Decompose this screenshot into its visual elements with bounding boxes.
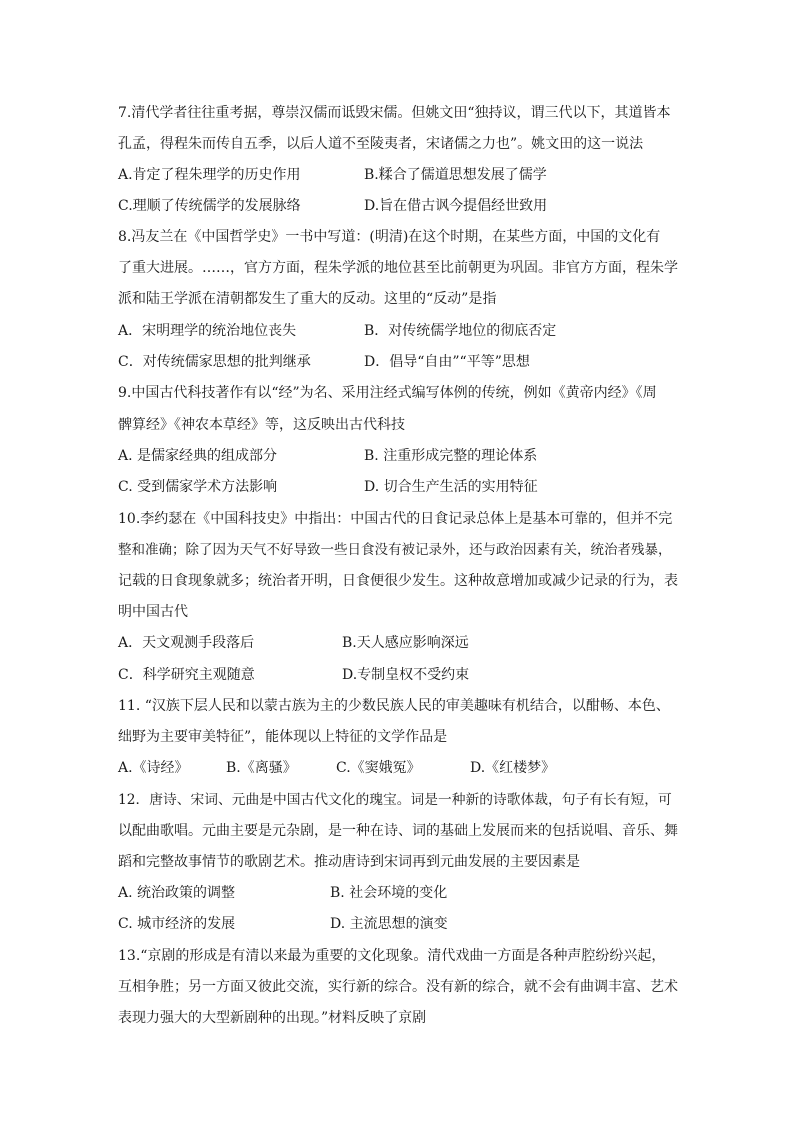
q9-option-b: B. 注重形成完整的理论体系	[364, 448, 538, 464]
q13-stem-line-3: 表现力强大的大型新剧种的出现。”材料反映了京剧	[118, 1010, 427, 1026]
q7-option-a: A.肯定了程朱理学的历史作用	[118, 167, 301, 183]
q11-stem-line-1: 11. “汉族下层人民和以蒙古族为主的少数民族人民的审美趣味有机结合，以酣畅、本色、	[118, 698, 670, 714]
q8-option-d: D．倡导“自由”“平等”思想	[364, 354, 530, 370]
q10-stem-line-2: 整和准确；除了因为天气不好导致一些日食没有被记录外，还与政治因素有关，统治者残暴，	[118, 542, 672, 558]
q10-option-d: D.专制皇权不受约束	[342, 667, 470, 683]
q12-option-a: A. 统治政策的调整	[118, 885, 236, 901]
q8-stem-line-1: 8.冯友兰在《中国哲学史》一书中写道：(明清)在这个时期，在某些方面，中国的文化有	[118, 229, 661, 245]
q11-stem-line-2: 绌野为主要审美特征”，能体现以上特征的文学作品是	[118, 729, 448, 745]
q10-option-b: B.天人感应影响深远	[342, 635, 469, 651]
q12-stem-line-2: 以配曲歌唱。元曲主要是元杂剧，是一种在诗、词的基础上发展而来的包括说唱、音乐、舞	[118, 823, 678, 839]
q8-option-b: B．对传统儒学地位的彻底否定	[364, 323, 557, 339]
q8-option-c: C．对传统儒家思想的批判继承	[118, 354, 311, 370]
q7-stem-line-1: 7.清代学者往往重考据，尊崇汉儒而诋毁宋儒。但姚文田“独持议，谓三代以下，其道皆本	[118, 105, 671, 121]
q9-stem-line-2: 髀算经》《神农本草经》等，这反映出古代科技	[118, 417, 405, 433]
q10-stem-line-3: 记载的日食现象就多；统治者开明，日食便很少发生。这种故意增加或减少记录的行为，表	[118, 573, 678, 589]
q12-option-d: D. 主流思想的演变	[330, 916, 448, 932]
q11-option-b: B.《离骚》	[226, 760, 297, 776]
q10-stem-line-1: 10.李约瑟在《中国科技史》中指出：中国古代的日食记录总体上是基本可靠的，但并不完	[118, 511, 673, 527]
q7-option-b: B.糅合了儒道思想发展了儒学	[364, 167, 547, 183]
q11-option-a: A.《诗经》	[118, 760, 189, 776]
q12-option-c: C. 城市经济的发展	[118, 916, 236, 932]
q13-stem-line-2: 互相争胜；另一方面又彼此交流，实行新的综合。没有新的综合，就不会有曲调丰富、艺术	[118, 979, 678, 995]
q10-stem-line-4: 明中国古代	[118, 604, 188, 620]
q9-option-d: D. 切合生产生活的实用特征	[364, 479, 538, 495]
q8-stem-line-2: 了重大进展。……，官方方面，程朱学派的地位甚至比前朝更为巩固。非官方方面，程朱学	[118, 260, 678, 276]
q11-option-c: C.《窦娥冤》	[336, 760, 421, 776]
q8-option-a: A．宋明理学的统治地位丧失	[118, 323, 297, 339]
q7-option-d: D.旨在借古讽今提倡经世致用	[364, 198, 548, 214]
q12-option-b: B. 社会环境的变化	[330, 885, 448, 901]
q7-option-c: C.理顺了传统儒学的发展脉络	[118, 198, 301, 214]
q10-option-c: C．科学研究主观随意	[118, 667, 255, 683]
q9-stem-line-1: 9.中国古代科技著作有以“经”为名、采用注经式编写体例的传统，例如《黄帝内经》《周	[118, 385, 657, 401]
q10-option-a: A．天文观测手段落后	[118, 635, 255, 651]
q7-stem-line-2: 孔孟，得程朱而传自五季，以后人道不至陵夷者，宋诸儒之力也”。姚文田的这一说法	[118, 136, 644, 152]
q11-option-d: D.《红楼梦》	[470, 760, 556, 776]
q12-stem-line-3: 蹈和完整故事情节的歌剧艺术。推动唐诗到宋词再到元曲发展的主要因素是	[118, 854, 580, 870]
q13-stem-line-1: 13.“京剧的形成是有清以来最为重要的文化现象。清代戏曲一方面是各种声腔纷纷兴起，	[118, 948, 666, 964]
q8-stem-line-3: 派和陆王学派在清朝都发生了重大的反动。这里的“反动”是指	[118, 291, 497, 307]
q12-stem-line-1: 12．唐诗、宋词、元曲是中国古代文化的瑰宝。词是一种新的诗歌体裁，句子有长有短，可	[118, 792, 672, 808]
q9-option-c: C. 受到儒家学术方法影响	[118, 479, 278, 495]
q9-option-a: A. 是儒家经典的组成部分	[118, 448, 278, 464]
